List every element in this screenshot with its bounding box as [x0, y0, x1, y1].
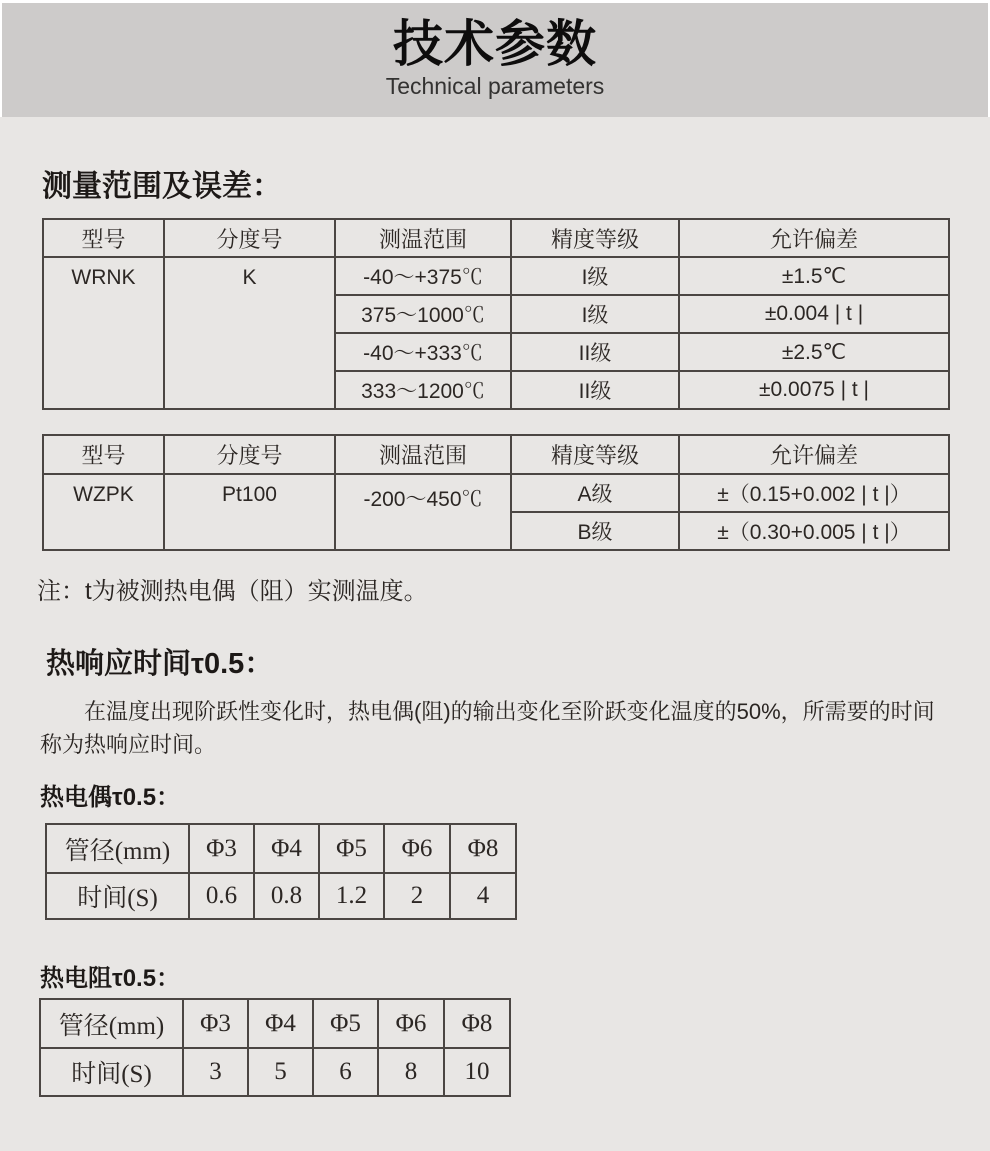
cell-time: 1.2: [319, 873, 384, 919]
cell-deviation: ±1.5℃: [679, 257, 949, 295]
table-thermocouple-response: [45, 823, 517, 920]
cell-graduation: Pt100: [164, 474, 335, 550]
col-header-model: 型号: [43, 219, 164, 257]
cell-graduation: K: [164, 257, 335, 409]
cell-diameter: Φ8: [450, 824, 516, 873]
cell-time: 5: [248, 1048, 313, 1096]
col-header-grade: 精度等级: [511, 219, 679, 257]
content-area: [0, 117, 990, 1151]
cell-grade: B级: [511, 512, 679, 550]
table-header-row: [43, 219, 949, 257]
cell-grade: II级: [511, 333, 679, 371]
cell-deviation: ±（0.30+0.005 | t |）: [679, 512, 949, 550]
cell-diameter: Φ3: [183, 999, 248, 1048]
page-title: 技术参数: [393, 16, 597, 72]
row-header-diameter: 管径(mm): [40, 999, 183, 1048]
cell-grade: I级: [511, 295, 679, 333]
cell-time: 8: [378, 1048, 444, 1096]
cell-range: 375～1000℃: [335, 295, 511, 333]
table-header-row: [46, 824, 516, 873]
cell-grade: II级: [511, 371, 679, 409]
col-header-deviation: 允许偏差: [679, 219, 949, 257]
row-header-time: 时间(S): [40, 1048, 183, 1096]
cell-diameter: Φ4: [248, 999, 313, 1048]
table-row: [43, 257, 949, 295]
subheading-thermoresistor: 热电阻τ0.5：: [40, 965, 181, 992]
cell-time: 6: [313, 1048, 378, 1096]
cell-range: -40～+375℃: [335, 257, 511, 295]
cell-deviation: ±（0.15+0.002 | t |）: [679, 474, 949, 512]
cell-deviation: ±0.004 | t |: [679, 295, 949, 333]
cell-range: -200～450℃: [335, 474, 511, 550]
subheading-thermocouple: 热电偶τ0.5：: [40, 784, 181, 811]
cell-diameter: Φ4: [254, 824, 319, 873]
cell-diameter: Φ6: [384, 824, 450, 873]
cell-grade: A级: [511, 474, 679, 512]
cell-range: -40～+333℃: [335, 333, 511, 371]
col-header-graduation: 分度号: [164, 435, 335, 474]
page-subtitle: Technical parameters: [385, 73, 605, 99]
col-header-grade: 精度等级: [511, 435, 679, 474]
row-header-diameter: 管径(mm): [46, 824, 189, 873]
cell-grade: I级: [511, 257, 679, 295]
cell-diameter: Φ3: [189, 824, 254, 873]
table-row: [40, 1048, 510, 1096]
cell-time: 10: [444, 1048, 510, 1096]
cell-time: 0.8: [254, 873, 319, 919]
cell-diameter: Φ5: [319, 824, 384, 873]
response-time-description: 在温度出现阶跃性变化时，热电偶(阻)的输出变化至阶跃变化温度的50%，所需要的时间称为热响应时间。: [40, 699, 935, 757]
col-header-range: 测温范围: [335, 435, 511, 474]
section-heading-measurement-range: 测量范围及误差：: [42, 170, 282, 203]
row-header-time: 时间(S): [46, 873, 189, 919]
col-header-range: 测温范围: [335, 219, 511, 257]
cell-diameter: Φ5: [313, 999, 378, 1048]
table-thermoresistor-response: [39, 998, 511, 1097]
cell-time: 3: [183, 1048, 248, 1096]
cell-time: 2: [384, 873, 450, 919]
table-row: [43, 474, 949, 512]
col-header-model: 型号: [43, 435, 164, 474]
cell-deviation: ±2.5℃: [679, 333, 949, 371]
table-wrnk: [42, 218, 950, 410]
cell-diameter: Φ8: [444, 999, 510, 1048]
cell-diameter: Φ6: [378, 999, 444, 1048]
cell-deviation: ±0.0075 | t |: [679, 371, 949, 409]
footnote: 注：t为被测热电偶（阻）实测温度。: [37, 578, 428, 605]
table-header-row: [40, 999, 510, 1048]
col-header-graduation: 分度号: [164, 219, 335, 257]
col-header-deviation: 允许偏差: [679, 435, 949, 474]
cell-time: 0.6: [189, 873, 254, 919]
cell-model: WZPK: [43, 474, 164, 550]
table-row: [46, 873, 516, 919]
cell-range: 333～1200℃: [335, 371, 511, 409]
table-header-row: [43, 435, 949, 474]
title-banner: [2, 3, 988, 117]
section-heading-response-time: 热响应时间τ0.5：: [46, 648, 274, 680]
table-wzpk: [42, 434, 950, 551]
cell-time: 4: [450, 873, 516, 919]
cell-model: WRNK: [43, 257, 164, 409]
